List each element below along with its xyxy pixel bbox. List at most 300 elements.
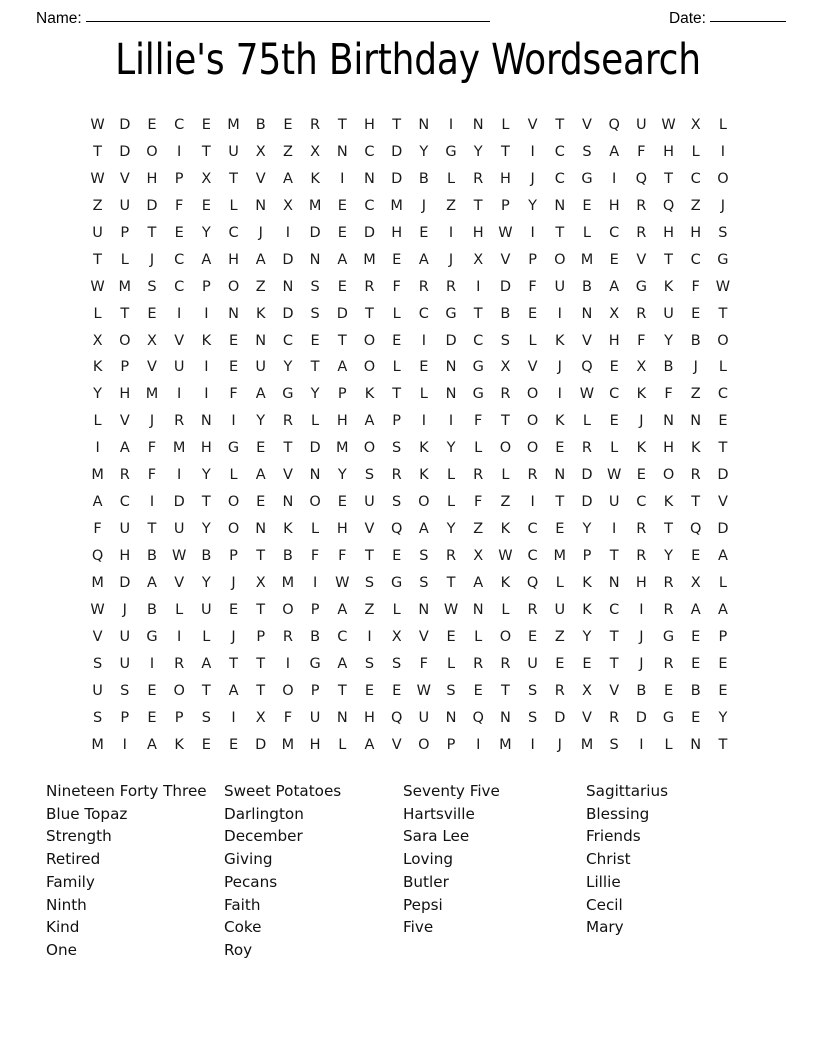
grid-letter[interactable]: D (581, 467, 593, 484)
grid-letter[interactable]: L (446, 467, 456, 484)
grid-letter[interactable]: X (582, 682, 592, 699)
grid-letter[interactable]: E (310, 332, 320, 349)
word-list-item[interactable]: Blessing (586, 804, 650, 823)
grid-letter[interactable]: T (446, 574, 456, 591)
grid-letter[interactable]: T (609, 548, 619, 564)
grid-letter[interactable]: D (445, 332, 457, 349)
grid-letter[interactable]: M (553, 548, 567, 564)
grid-letter[interactable]: H (391, 224, 403, 241)
word-list-item[interactable]: Roy (224, 940, 253, 959)
grid-letter[interactable]: D (717, 521, 729, 538)
grid-letter[interactable]: T (256, 682, 266, 699)
grid-letter[interactable]: E (174, 224, 184, 241)
grid-letter[interactable]: L (555, 574, 564, 591)
grid-letter[interactable]: S (392, 655, 402, 672)
grid-letter[interactable]: N (309, 467, 321, 484)
grid-letter[interactable]: I (177, 143, 182, 160)
grid-letter[interactable]: L (610, 440, 619, 457)
grid-letter[interactable]: R (663, 601, 674, 618)
word-list-item[interactable]: Hartsville (403, 804, 475, 823)
grid-letter[interactable]: A (337, 655, 348, 672)
grid-letter[interactable]: Y (473, 143, 483, 160)
grid-letter[interactable]: A (690, 601, 701, 618)
grid-letter[interactable]: M (580, 736, 594, 753)
grid-letter[interactable]: F (528, 278, 537, 295)
grid-letter[interactable]: B (636, 682, 647, 699)
grid-letter[interactable]: O (119, 332, 131, 349)
grid-letter[interactable]: J (149, 251, 155, 268)
grid-letter[interactable]: N (255, 521, 267, 538)
grid-letter[interactable]: M (390, 197, 403, 214)
grid-letter[interactable]: A (473, 574, 484, 591)
grid-letter[interactable]: W (171, 548, 187, 564)
grid-letter[interactable]: T (147, 224, 157, 241)
word-list-item[interactable]: Kind (46, 918, 80, 937)
grid-letter[interactable]: E (555, 521, 565, 538)
word-list-item[interactable]: Family (46, 872, 95, 891)
grid-letter[interactable]: O (526, 413, 539, 430)
grid-letter[interactable]: U (554, 278, 566, 295)
grid-letter[interactable]: W (498, 548, 513, 564)
grid-letter[interactable]: G (309, 655, 321, 672)
grid-letter[interactable]: T (337, 117, 347, 133)
grid-letter[interactable]: S (92, 709, 103, 726)
grid-letter[interactable]: X (255, 143, 266, 160)
grid-letter[interactable]: N (663, 413, 674, 430)
grid-letter[interactable]: E (609, 359, 619, 376)
grid-letter[interactable]: L (311, 521, 320, 538)
grid-letter[interactable]: E (201, 736, 211, 753)
word-list-item[interactable]: December (224, 827, 303, 846)
grid-letter[interactable]: M (499, 736, 512, 753)
grid-letter[interactable]: T (718, 305, 728, 322)
grid-letter[interactable]: I (177, 467, 182, 484)
grid-letter[interactable]: I (340, 170, 345, 187)
grid-letter[interactable]: B (310, 628, 321, 645)
grid-letter[interactable]: C (364, 143, 375, 160)
grid-letter[interactable]: P (256, 628, 266, 645)
grid-letter[interactable]: W (90, 278, 105, 295)
grid-letter[interactable]: V (582, 117, 592, 133)
grid-letter[interactable]: I (367, 628, 372, 645)
grid-letter[interactable]: T (664, 170, 673, 187)
grid-letter[interactable]: J (231, 628, 236, 645)
grid-letter[interactable]: H (336, 521, 348, 538)
grid-letter[interactable]: A (201, 251, 212, 268)
grid-letter[interactable]: E (337, 197, 347, 214)
grid-letter[interactable]: J (720, 197, 726, 214)
grid-letter[interactable]: Y (528, 197, 538, 214)
grid-letter[interactable]: G (445, 305, 457, 322)
grid-letter[interactable]: S (120, 682, 130, 699)
grid-letter[interactable]: H (663, 440, 674, 457)
word-list-item[interactable]: Sagittarius (586, 782, 669, 800)
grid-letter[interactable]: E (663, 682, 674, 699)
word-list-item[interactable]: Sweet Potatoes (224, 782, 342, 800)
grid-letter[interactable]: L (392, 601, 401, 618)
word-list-item[interactable]: Nineteen Forty Three (46, 782, 207, 800)
grid-letter[interactable]: I (612, 521, 617, 538)
grid-letter[interactable]: N (499, 709, 511, 726)
grid-letter[interactable]: A (119, 440, 130, 457)
grid-letter[interactable]: S (527, 709, 538, 726)
grid-letter[interactable]: W (90, 170, 105, 187)
grid-letter[interactable]: C (418, 305, 429, 322)
grid-letter[interactable]: Z (282, 143, 293, 160)
grid-letter[interactable]: L (664, 736, 673, 753)
grid-letter[interactable]: V (255, 170, 266, 187)
grid-letter[interactable]: T (691, 494, 701, 511)
grid-letter[interactable]: A (418, 521, 429, 538)
grid-letter[interactable]: Z (255, 278, 266, 295)
grid-letter[interactable]: G (635, 278, 647, 295)
grid-letter[interactable]: B (418, 170, 429, 187)
grid-letter[interactable]: D (282, 251, 294, 268)
grid-letter[interactable]: N (608, 574, 620, 591)
word-list-item[interactable]: Pepsi (403, 895, 443, 914)
grid-letter[interactable]: K (364, 386, 375, 403)
grid-letter[interactable]: T (147, 521, 157, 538)
grid-letter[interactable]: N (581, 305, 593, 322)
grid-letter[interactable]: A (364, 413, 375, 430)
grid-letter[interactable]: W (443, 601, 459, 618)
grid-letter[interactable]: E (609, 251, 619, 268)
grid-letter[interactable]: H (472, 224, 484, 241)
grid-letter[interactable]: E (691, 628, 701, 645)
grid-letter[interactable]: A (717, 548, 728, 564)
grid-letter[interactable]: E (228, 359, 239, 376)
grid-letter[interactable]: P (174, 170, 184, 187)
grid-letter[interactable]: N (472, 117, 484, 133)
grid-letter[interactable]: L (392, 359, 401, 376)
grid-letter[interactable]: R (473, 170, 484, 187)
grid-letter[interactable]: E (419, 359, 429, 376)
grid-letter[interactable]: D (336, 305, 348, 322)
grid-letter[interactable]: Y (582, 521, 592, 538)
grid-letter[interactable]: A (364, 736, 375, 753)
grid-letter[interactable]: E (201, 117, 211, 133)
grid-letter[interactable]: B (500, 305, 511, 322)
grid-letter[interactable]: Z (554, 628, 565, 645)
grid-letter[interactable]: E (147, 117, 157, 133)
grid-letter[interactable]: M (91, 467, 104, 484)
grid-letter[interactable]: L (718, 574, 727, 591)
grid-letter[interactable]: O (227, 494, 240, 511)
grid-letter[interactable]: F (147, 467, 157, 484)
grid-letter[interactable]: I (95, 440, 100, 457)
grid-letter[interactable]: V (527, 117, 538, 133)
grid-letter[interactable]: D (146, 197, 158, 214)
word-list-item[interactable]: Friends (586, 827, 641, 846)
grid-letter[interactable]: O (282, 601, 294, 618)
grid-letter[interactable]: I (448, 117, 454, 133)
word-list-item[interactable]: Mary (586, 918, 624, 937)
grid-letter[interactable]: G (391, 574, 403, 591)
grid-letter[interactable]: G (472, 359, 484, 376)
grid-letter[interactable]: T (365, 548, 374, 564)
grid-letter[interactable]: L (528, 332, 537, 349)
grid-letter[interactable]: B (255, 117, 266, 133)
grid-letter[interactable]: B (690, 332, 701, 349)
grid-letter[interactable]: Y (93, 386, 103, 403)
grid-letter[interactable]: O (282, 682, 294, 699)
grid-letter[interactable]: N (364, 170, 375, 187)
grid-letter[interactable]: L (718, 117, 727, 133)
grid-letter[interactable]: F (691, 278, 700, 295)
grid-letter[interactable]: R (581, 440, 592, 457)
grid-letter[interactable]: T (337, 682, 347, 699)
grid-letter[interactable]: F (664, 386, 673, 403)
grid-letter[interactable]: J (530, 170, 535, 187)
grid-letter[interactable]: Q (390, 709, 403, 726)
grid-letter[interactable]: L (691, 143, 700, 160)
grid-letter[interactable]: T (256, 655, 266, 672)
grid-letter[interactable]: K (419, 440, 429, 457)
grid-letter[interactable]: E (283, 117, 293, 133)
grid-letter[interactable]: U (309, 709, 321, 726)
grid-letter[interactable]: O (146, 143, 158, 160)
word-list-item[interactable]: Loving (403, 850, 453, 869)
grid-letter[interactable]: L (229, 467, 238, 484)
grid-letter[interactable]: K (500, 574, 511, 591)
grid-letter[interactable]: R (554, 682, 565, 699)
grid-letter[interactable]: I (557, 386, 562, 403)
grid-letter[interactable]: H (690, 224, 702, 241)
grid-letter[interactable]: S (500, 332, 511, 349)
grid-letter[interactable]: E (691, 709, 701, 726)
grid-letter[interactable]: Z (364, 601, 375, 618)
grid-letter[interactable]: J (421, 197, 426, 214)
grid-letter[interactable]: Y (283, 359, 293, 376)
grid-letter[interactable]: V (119, 170, 130, 187)
grid-letter[interactable]: R (119, 467, 130, 484)
word-list-item[interactable]: Seventy Five (403, 782, 500, 800)
grid-letter[interactable]: T (609, 655, 619, 672)
grid-letter[interactable]: E (392, 682, 402, 699)
grid-letter[interactable]: O (554, 251, 566, 268)
grid-letter[interactable]: W (579, 386, 595, 403)
grid-letter[interactable]: K (690, 440, 701, 457)
grid-letter[interactable]: I (231, 709, 236, 726)
grid-letter[interactable]: H (364, 709, 375, 726)
grid-letter[interactable]: M (580, 251, 594, 268)
grid-letter[interactable]: T (500, 682, 510, 699)
grid-letter[interactable]: D (391, 143, 403, 160)
grid-letter[interactable]: X (92, 332, 103, 349)
grid-letter[interactable]: N (309, 251, 321, 268)
grid-letter[interactable]: U (255, 359, 267, 376)
grid-letter[interactable]: D (554, 709, 566, 726)
grid-letter[interactable]: X (255, 709, 266, 726)
grid-letter[interactable]: A (337, 359, 348, 376)
grid-letter[interactable]: Z (500, 494, 511, 511)
grid-letter[interactable]: U (554, 601, 566, 618)
grid-letter[interactable]: E (147, 709, 157, 726)
grid-letter[interactable]: E (473, 682, 483, 699)
grid-letter[interactable]: O (418, 494, 430, 511)
grid-letter[interactable]: A (228, 682, 239, 699)
grid-letter[interactable]: S (392, 440, 402, 457)
word-list-item[interactable]: Strength (46, 827, 112, 846)
grid-letter[interactable]: D (717, 467, 729, 484)
grid-letter[interactable]: J (557, 736, 562, 753)
grid-letter[interactable]: R (473, 655, 484, 672)
grid-letter[interactable]: L (311, 413, 320, 430)
grid-letter[interactable]: N (418, 117, 430, 133)
grid-letter[interactable]: L (202, 628, 211, 645)
grid-letter[interactable]: V (282, 467, 293, 484)
grid-letter[interactable]: K (555, 413, 565, 430)
grid-letter[interactable]: V (147, 359, 157, 376)
grid-letter[interactable]: Y (419, 143, 429, 160)
grid-letter[interactable]: K (201, 332, 212, 349)
grid-letter[interactable]: J (639, 655, 644, 672)
grid-letter[interactable]: Q (690, 521, 702, 538)
grid-letter[interactable]: Y (664, 332, 673, 349)
grid-letter[interactable]: F (283, 709, 293, 726)
grid-letter[interactable]: D (363, 224, 376, 241)
grid-letter[interactable]: C (174, 278, 185, 295)
grid-letter[interactable]: I (177, 628, 182, 645)
grid-letter[interactable]: T (310, 359, 320, 376)
grid-letter[interactable]: M (91, 736, 104, 753)
grid-letter[interactable]: A (337, 251, 348, 268)
grid-letter[interactable]: I (122, 736, 127, 753)
grid-letter[interactable]: T (365, 305, 374, 322)
grid-letter[interactable]: S (310, 305, 320, 322)
grid-letter[interactable]: D (119, 117, 131, 133)
grid-letter[interactable]: N (690, 736, 702, 753)
grid-letter[interactable]: I (530, 143, 535, 160)
grid-letter[interactable]: V (609, 682, 620, 699)
grid-letter[interactable]: T (256, 601, 266, 618)
grid-letter[interactable]: A (147, 736, 157, 753)
grid-letter[interactable]: T (609, 628, 619, 645)
grid-letter[interactable]: I (149, 494, 155, 511)
grid-letter[interactable]: P (501, 197, 510, 214)
name-write-in-line[interactable] (86, 21, 490, 22)
grid-letter[interactable]: E (691, 548, 701, 564)
grid-letter[interactable]: I (448, 413, 454, 430)
grid-letter[interactable]: T (555, 494, 565, 511)
word-list-item[interactable]: Five (403, 918, 434, 937)
grid-letter[interactable]: E (228, 736, 239, 753)
grid-letter[interactable]: E (147, 305, 157, 322)
grid-letter[interactable]: H (635, 574, 647, 591)
grid-letter[interactable]: A (92, 494, 103, 511)
grid-letter[interactable]: F (419, 655, 429, 672)
grid-letter[interactable]: I (177, 305, 182, 322)
grid-letter[interactable]: U (173, 521, 185, 538)
grid-letter[interactable]: I (204, 386, 209, 403)
grid-letter[interactable]: R (174, 413, 185, 430)
grid-letter[interactable]: L (93, 413, 102, 430)
grid-letter[interactable]: D (173, 494, 185, 511)
grid-letter[interactable]: A (255, 467, 266, 484)
grid-letter[interactable]: X (310, 143, 321, 160)
grid-letter[interactable]: J (639, 628, 644, 645)
grid-letter[interactable]: O (227, 521, 240, 538)
grid-letter[interactable]: W (661, 117, 676, 133)
grid-letter[interactable]: I (149, 655, 155, 672)
grid-letter[interactable]: H (146, 170, 158, 187)
grid-letter[interactable]: C (636, 494, 647, 511)
grid-letter[interactable]: G (445, 143, 457, 160)
grid-letter[interactable]: L (446, 170, 456, 187)
grid-letter[interactable]: B (201, 548, 212, 564)
word-list-item[interactable]: Butler (403, 872, 449, 891)
grid-letter[interactable]: U (608, 494, 620, 511)
grid-letter[interactable]: I (476, 278, 481, 295)
grid-letter[interactable]: X (147, 332, 157, 349)
grid-letter[interactable]: D (255, 736, 267, 753)
grid-letter[interactable]: R (609, 709, 620, 726)
grid-letter[interactable]: E (228, 601, 239, 618)
grid-letter[interactable]: X (391, 628, 402, 645)
grid-letter[interactable]: Q (608, 117, 620, 133)
grid-letter[interactable]: U (418, 709, 430, 726)
grid-letter[interactable]: O (526, 386, 539, 403)
grid-letter[interactable]: H (608, 332, 620, 349)
grid-letter[interactable]: I (204, 305, 209, 322)
grid-letter[interactable]: N (200, 413, 212, 430)
grid-letter[interactable]: V (717, 494, 728, 511)
grid-letter[interactable]: R (445, 278, 457, 295)
grid-letter[interactable]: D (119, 574, 131, 591)
grid-letter[interactable]: F (474, 413, 483, 430)
grid-letter[interactable]: N (282, 494, 294, 511)
grid-letter[interactable]: N (418, 601, 430, 618)
grid-letter[interactable]: E (528, 305, 538, 322)
grid-letter[interactable]: Q (526, 574, 539, 591)
grid-letter[interactable]: C (174, 117, 185, 133)
grid-letter[interactable]: L (582, 413, 592, 430)
grid-letter[interactable]: W (606, 467, 622, 484)
grid-letter[interactable]: Z (473, 521, 484, 538)
grid-letter[interactable]: P (310, 682, 320, 699)
grid-letter[interactable]: A (147, 574, 157, 591)
grid-letter[interactable]: S (392, 494, 402, 511)
word-list-item[interactable]: Retired (46, 850, 101, 869)
grid-letter[interactable]: D (391, 170, 403, 187)
grid-letter[interactable]: H (119, 386, 131, 403)
grid-letter[interactable]: S (310, 278, 320, 295)
grid-letter[interactable]: J (258, 224, 263, 241)
grid-letter[interactable]: E (228, 332, 239, 349)
grid-letter[interactable]: O (309, 494, 321, 511)
grid-letter[interactable]: E (555, 440, 565, 457)
grid-letter[interactable]: T (718, 440, 728, 457)
grid-letter[interactable]: Z (92, 197, 103, 214)
grid-letter[interactable]: H (336, 413, 348, 430)
grid-letter[interactable]: N (336, 143, 348, 160)
grid-letter[interactable]: S (419, 574, 429, 591)
grid-letter[interactable]: G (581, 170, 593, 187)
grid-letter[interactable]: X (255, 574, 266, 591)
grid-letter[interactable]: C (609, 601, 620, 618)
grid-letter[interactable]: O (363, 440, 376, 457)
grid-letter[interactable]: T (120, 305, 130, 322)
grid-letter[interactable]: S (446, 682, 456, 699)
grid-letter[interactable]: S (147, 278, 157, 295)
grid-letter[interactable]: G (662, 628, 675, 645)
grid-letter[interactable]: N (554, 467, 566, 484)
grid-letter[interactable]: I (285, 655, 291, 672)
grid-letter[interactable]: U (92, 682, 103, 699)
grid-letter[interactable]: R (500, 655, 511, 672)
grid-letter[interactable]: J (122, 601, 127, 618)
grid-letter[interactable]: Q (91, 548, 104, 564)
